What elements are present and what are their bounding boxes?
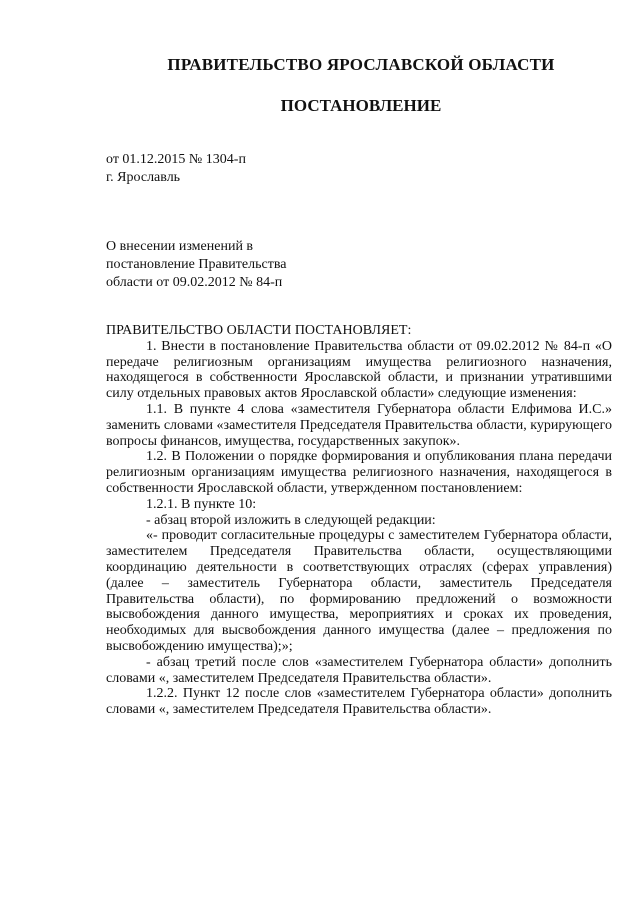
paragraph-1: 1. Внести в постановление Правительства области от 09.02.2012 № 84-п «О передаче религиозным организациям имущества религиозного назначения, находящегося в собственности Ярославской области, и признании утратившими силу отдельных правовых актов Ярославской области» следующие изменения:: [106, 338, 612, 402]
document-type-heading: ПОСТАНОВЛЕНИЕ: [280, 96, 442, 115]
paragraph-1-2-2: 1.2.2. Пункт 12 после слов «заместителем Губернатора области» дополнить словами «, заместителем Председателя Правительства области».: [106, 686, 612, 718]
document-body: [106, 323, 612, 718]
paragraph-dash-b: - абзац третий после слов «заместителем Губернатора области» дополнить словами «, заместителем Председателя Правительства области».: [106, 654, 612, 686]
subject-line-2: постановление Правительства: [106, 257, 287, 272]
paragraph-1-2: 1.2. В Положении о порядке формирования и опубликования плана передачи религиозным организациям имущества религиозного назначения, находящегося в собственности Ярославской области, утвержденном постановлением:: [106, 449, 612, 496]
paragraph-1-1: 1.1. В пункте 4 слова «заместителя Губернатора области Елфимова И.С.» заменить словами «заместителя Председателя Правительства области, курирующего вопросы финансов, имущества, государственных закупок».: [106, 401, 612, 449]
government-title: ПРАВИТЕЛЬСТВО ЯРОСЛАВСКОЙ ОБЛАСТИ: [167, 55, 555, 74]
subject-line-3: области от 09.02.2012 № 84-п: [106, 275, 283, 290]
document-meta: [106, 151, 246, 187]
subject-line-1: О внесении изменений в: [106, 239, 254, 254]
city: г. Ярославль: [106, 170, 181, 185]
document-subject: [106, 238, 286, 292]
paragraph-quote: «- проводит согласительные процедуры с заместителем Губернатора области, заместителем Председателя Правительства области, осуществляющими координацию деятельности в соответствующих отраслях (сферах управления) (далее – заместитель Губернатора области, заместитель Председателя Правительства области), по формированию предложений о возможности высвобождения данного имущества, мероприятиях и сроках их проведения, необходимых для высвобождения данного имущества (далее – предложения по высвобождению имущества);»;: [106, 528, 612, 654]
paragraph-dash-a: - абзац второй изложить в следующей редакции:: [146, 512, 436, 528]
paragraph-1-2-1: 1.2.1. В пункте 10:: [146, 496, 257, 512]
preamble: ПРАВИТЕЛЬСТВО ОБЛАСТИ ПОСТАНОВЛЯЕТ:: [106, 323, 412, 338]
date-number: от 01.12.2015 № 1304-п: [106, 152, 246, 167]
